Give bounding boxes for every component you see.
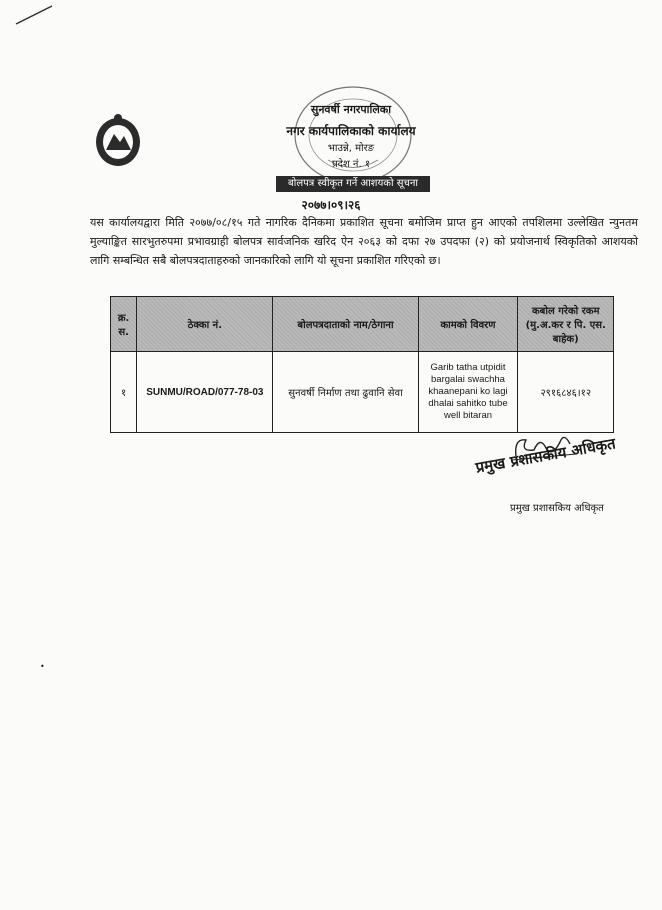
header-sn: क्र. स. — [111, 297, 137, 352]
cell-contract-no: SUNMU/ROAD/077-78-03 — [137, 352, 273, 433]
notice-body: यस कार्यालयद्वारा मिति २०७७/०८/१५ गते नागरिक दैनिकमा प्रकाशित सूचना बमोजिम प्राप्त हुन आएको तपशिलमा उल्लेखित न्युनतम मुल्याङ्कित सारभुतरुपमा प्रभावग्राही बोलपत्र सार्वजनिक खरिद ऐन २०६३ को दफा २७ उपदफा (२) को प्रयोजनार्थ स्विकृतिको आशयको लागि सम्बन्धित सबै बोलपत्रदाताहरुको जानकारिको लागि यो सूचना प्रकाशित गरिएको छ। — [90, 216, 638, 267]
header-work: कामको विवरण — [418, 297, 518, 352]
header-amount: कबोल गरेको रकम (मु.अ.कर र पि. एस. बाहेक) — [518, 297, 614, 352]
header-bidder: बोलपत्रदाताको नाम/ठेगाना — [273, 297, 418, 352]
cell-work: Garib tatha utpidit bargalai swachha khaanepani ko lagi dhalai sahitko tube well bitaran — [418, 352, 518, 433]
cell-bidder: सुनवर्षी निर्माण तथा ढुवानि सेवा — [273, 352, 418, 433]
table-row — [111, 352, 614, 433]
bid-table — [110, 296, 614, 433]
scan-mark — [14, 4, 54, 26]
notice-date: २०७७।०९।२६ — [301, 198, 361, 212]
office-location: भाउन्ने, मोरङ — [327, 143, 375, 154]
cell-amount: २९१६८४६।१२ — [518, 352, 614, 433]
table-header-row — [111, 297, 614, 352]
cell-sn: १ — [111, 352, 137, 433]
header-contract-no: ठेक्का नं. — [137, 297, 273, 352]
signature-stamp: प्रमुख प्रशासकीय अधिकृत — [474, 434, 617, 477]
office-name: नगर कार्यपालिकाको कार्यालय — [286, 124, 416, 138]
province-name: प्रदेश नं. १ — [331, 159, 371, 170]
notice-title: बोलपत्र स्वीकृत गर्ने आशयको सूचना — [276, 176, 430, 192]
scan-speck: • — [40, 662, 45, 671]
municipality-name: सुनवर्षी नगरपालिका — [310, 103, 392, 116]
officer-title: प्रमुख प्रशासकिय अधिकृत — [510, 503, 604, 514]
